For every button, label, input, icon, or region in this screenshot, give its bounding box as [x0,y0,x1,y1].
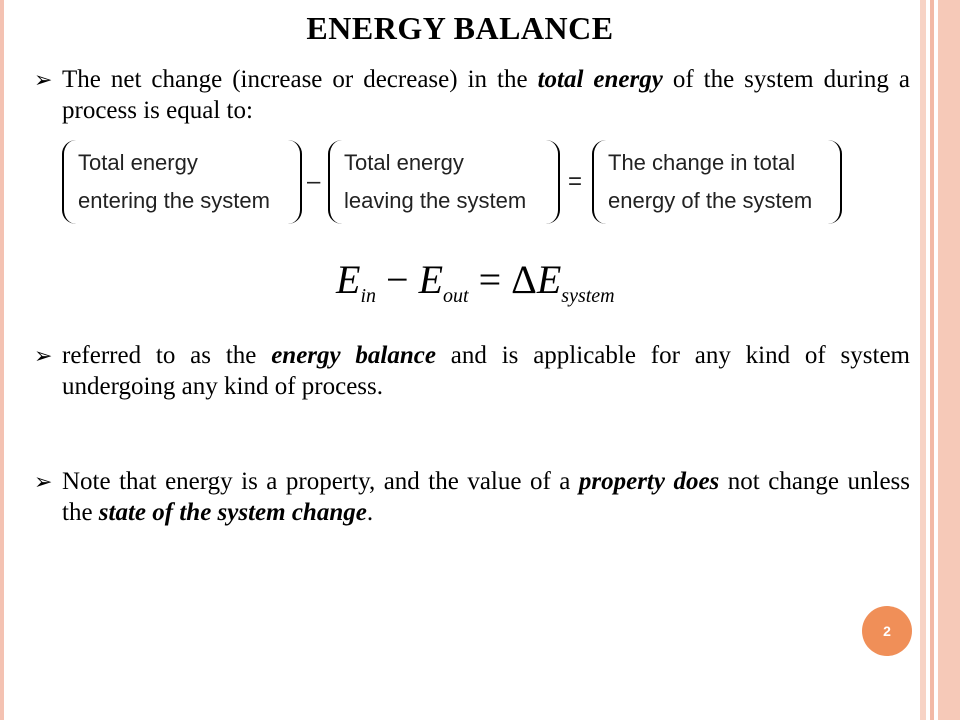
energy-change-box: The change in total energy of the system [592,140,842,224]
slide-title: ENERGY BALANCE [306,10,614,46]
minus-sign: – [307,168,321,195]
equals-sign: = [568,168,583,195]
bullet-text: The net change (increase or decrease) in the total energy of the system during a process is equal to: [62,66,910,124]
bullet-text: Note that energy is a property, and the value of a property does not change unless the state of the system change. [62,468,911,526]
right-decorative-bars [920,0,960,720]
bullet-text: referred to as the energy balance and is applicable for any kind of system undergoing any kind of process. [62,342,910,400]
arrow-bullet-icon: ➢ [34,343,53,368]
word-equation [62,140,852,224]
bullet-energy-property [34,466,910,528]
bullet-net-change [34,64,910,126]
energy-balance-formula: $E_{in} - E_{out} = \Delta E_{system}$ [336,257,615,307]
arrow-bullet-icon: ➢ [34,67,53,92]
left-border-line [0,0,4,720]
arrow-bullet-icon: ➢ [34,469,53,494]
bullet-energy-balance [34,340,910,402]
energy-entering-box: Total energy entering the system [62,140,302,224]
energy-leaving-box: Total energy leaving the system [328,140,560,224]
page-number-badge: 2 [862,606,912,656]
